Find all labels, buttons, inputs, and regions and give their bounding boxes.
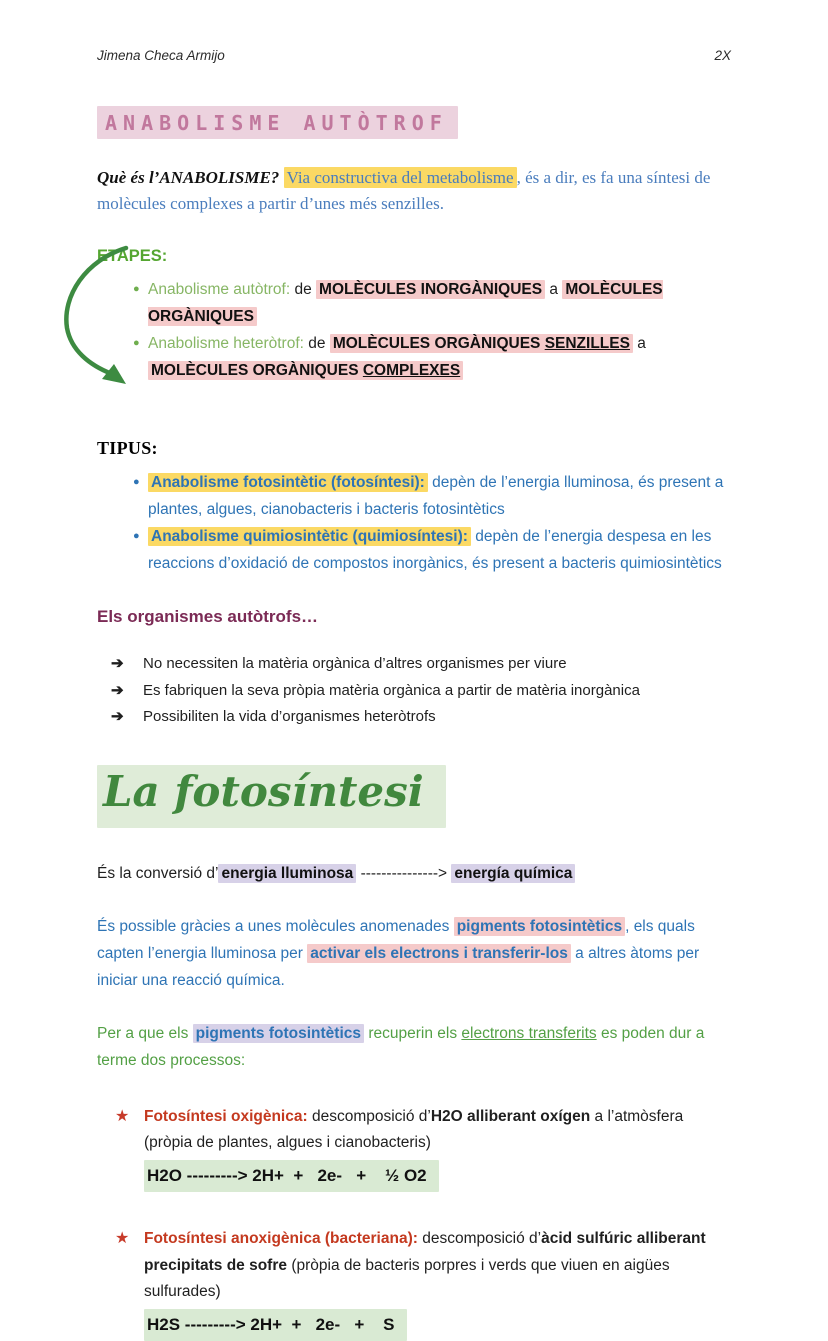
yellow-highlight: Via constructiva del metabolisme xyxy=(284,167,517,188)
pigments-paragraph xyxy=(97,913,731,994)
page-number-label: 2X xyxy=(714,48,731,63)
paragraph-text: recuperin els xyxy=(368,1025,457,1042)
bullet-dot-icon: ● xyxy=(133,276,148,330)
intro-lead-question: Què és l’ANABOLISME? xyxy=(97,168,279,187)
pink-highlight xyxy=(148,361,463,380)
equation-line xyxy=(144,1160,731,1193)
list-item-text xyxy=(148,523,731,577)
list-item xyxy=(97,523,731,577)
bullet-dot-icon: ● xyxy=(133,469,148,523)
process-body: descomposició d’ xyxy=(422,1230,541,1247)
underlined-text: electrons transferits xyxy=(461,1025,596,1042)
underlined-text: SENZILLES xyxy=(545,335,630,352)
list-item xyxy=(97,330,731,384)
highlight-text: MOLÈCULES ORGÀNIQUES xyxy=(333,335,541,352)
green-highlight-equation: H2S ---------> 2H+ + 2e- + S xyxy=(144,1309,407,1341)
conversion-line xyxy=(97,860,731,887)
green-highlight-equation: H2O ---------> 2H+ + 2e- + ½ O2 xyxy=(144,1160,439,1193)
list-item xyxy=(97,651,731,678)
item-text: de xyxy=(308,335,325,352)
fotosintesi-section-title xyxy=(97,765,731,828)
item-label: Anabolisme heteròtrof: xyxy=(148,335,304,352)
fotosintesi-title-highlight: La fotosíntesi xyxy=(97,765,446,828)
lavender-highlight: energía química xyxy=(451,864,575,883)
lavender-highlight: pigments fotosintètics xyxy=(193,1024,364,1043)
list-item xyxy=(97,276,731,330)
star-icon: ★ xyxy=(115,1104,135,1193)
page-header xyxy=(0,0,828,63)
process-body: (pròpia de bacteris porpres i verds que viuen en aigües sulfurades) xyxy=(144,1257,670,1301)
paragraph-text: , els quals capten l’energia lluminosa per xyxy=(97,918,695,962)
bullet-dot-icon: ● xyxy=(133,523,148,577)
item-label: Anabolisme autòtrof: xyxy=(148,281,290,298)
item-text: depèn de l’energia despesa en les reaccions d’oxidació de compostos inorgànics, és present a bacteris quimiosintètics xyxy=(148,528,722,572)
list-item-text xyxy=(148,469,731,523)
etapes-list xyxy=(97,276,731,384)
list-item xyxy=(97,704,731,731)
item-text: a xyxy=(637,335,646,352)
list-item-text xyxy=(148,276,731,330)
tipus-heading: TIPUS: xyxy=(97,438,731,459)
organismes-list xyxy=(97,651,731,731)
star-icon: ★ xyxy=(115,1226,135,1341)
arrow-bullet-icon: ➔ xyxy=(111,651,131,678)
title-highlight: ANABOLISME AUTÒTROF xyxy=(97,106,458,139)
process-bold-text: àcid sulfúric alliberant precipitats de sofre xyxy=(144,1230,706,1274)
process-text xyxy=(144,1104,731,1193)
arrow-bullet-icon: ➔ xyxy=(111,704,131,731)
paragraph-text: es poden dur a terme dos processos: xyxy=(97,1025,704,1069)
process-body: descomposició d’ xyxy=(312,1108,431,1125)
yellow-highlight: Anabolisme quimiosintètic (quimiosíntesi): xyxy=(148,527,471,546)
anabolisme-section-title xyxy=(97,101,731,139)
conversion-pre: És la conversió d’ xyxy=(97,865,218,882)
process-oxigenica xyxy=(97,1104,731,1193)
list-item-text: Possibiliten la vida d’organismes heteròtrofs xyxy=(143,704,436,731)
process-anoxigenica xyxy=(97,1226,731,1341)
pink-highlight xyxy=(330,334,633,353)
page-content xyxy=(0,101,828,1341)
underlined-text: COMPLEXES xyxy=(363,362,460,379)
pink-highlight: pigments fotosintètics xyxy=(454,917,625,936)
intro-paragraph xyxy=(97,165,731,217)
paragraph-text: a altres àtoms per iniciar una reacció química. xyxy=(97,945,699,989)
pink-highlight: MOLÈCULES ORGÀNIQUES xyxy=(148,280,663,326)
list-item-text: Es fabriquen la seva pròpia matèria orgànica a partir de matèria inorgànica xyxy=(143,678,640,705)
lavender-highlight: energia lluminosa xyxy=(218,864,356,883)
pink-highlight: MOLÈCULES INORGÀNIQUES xyxy=(316,280,545,299)
arrow-bullet-icon: ➔ xyxy=(111,678,131,705)
process-label: Fotosíntesi anoxigènica (bacteriana): xyxy=(144,1230,418,1247)
yellow-highlight: Anabolisme fotosintètic (fotosíntesi): xyxy=(148,473,428,492)
equation-line xyxy=(144,1309,731,1341)
curved-arrow-icon xyxy=(52,238,144,388)
organismes-heading: Els organismes autòtrofs… xyxy=(97,607,731,627)
list-item xyxy=(97,469,731,523)
process-text xyxy=(144,1226,731,1341)
process-bold-text: H2O alliberant oxígen xyxy=(431,1108,590,1125)
etapes-heading: ETAPES: xyxy=(97,247,731,266)
processos-intro-paragraph xyxy=(97,1020,731,1074)
list-item-text xyxy=(148,330,731,384)
pink-highlight: activar els electrons i transferir-los xyxy=(307,944,571,963)
process-body: a l’atmòsfera (pròpia de plantes, algues i cianobacteris) xyxy=(144,1108,683,1152)
paragraph-text: Per a que els xyxy=(97,1025,188,1042)
bullet-dot-icon: ● xyxy=(133,330,148,384)
tipus-list xyxy=(97,469,731,577)
item-text: depèn de l’energia lluminosa, és present a plantes, algues, cianobacteris i bacteris fotosintètics xyxy=(148,474,723,518)
highlight-text: MOLÈCULES ORGÀNIQUES xyxy=(151,362,359,379)
dash-arrow-text: ---------------> xyxy=(361,865,447,882)
item-text: a xyxy=(549,281,558,298)
paragraph-text: És possible gràcies a unes molècules anomenades xyxy=(97,918,449,935)
process-label: Fotosíntesi oxigènica: xyxy=(144,1108,308,1125)
author-name: Jimena Checa Armijo xyxy=(97,48,225,63)
list-item-text: No necessiten la matèria orgànica d’altres organismes per viure xyxy=(143,651,567,678)
item-text: de xyxy=(294,281,311,298)
list-item xyxy=(97,678,731,705)
intro-rest-text: , és a dir, es fa una síntesi de molècules complexes a partir d’unes més senzilles. xyxy=(97,168,710,213)
